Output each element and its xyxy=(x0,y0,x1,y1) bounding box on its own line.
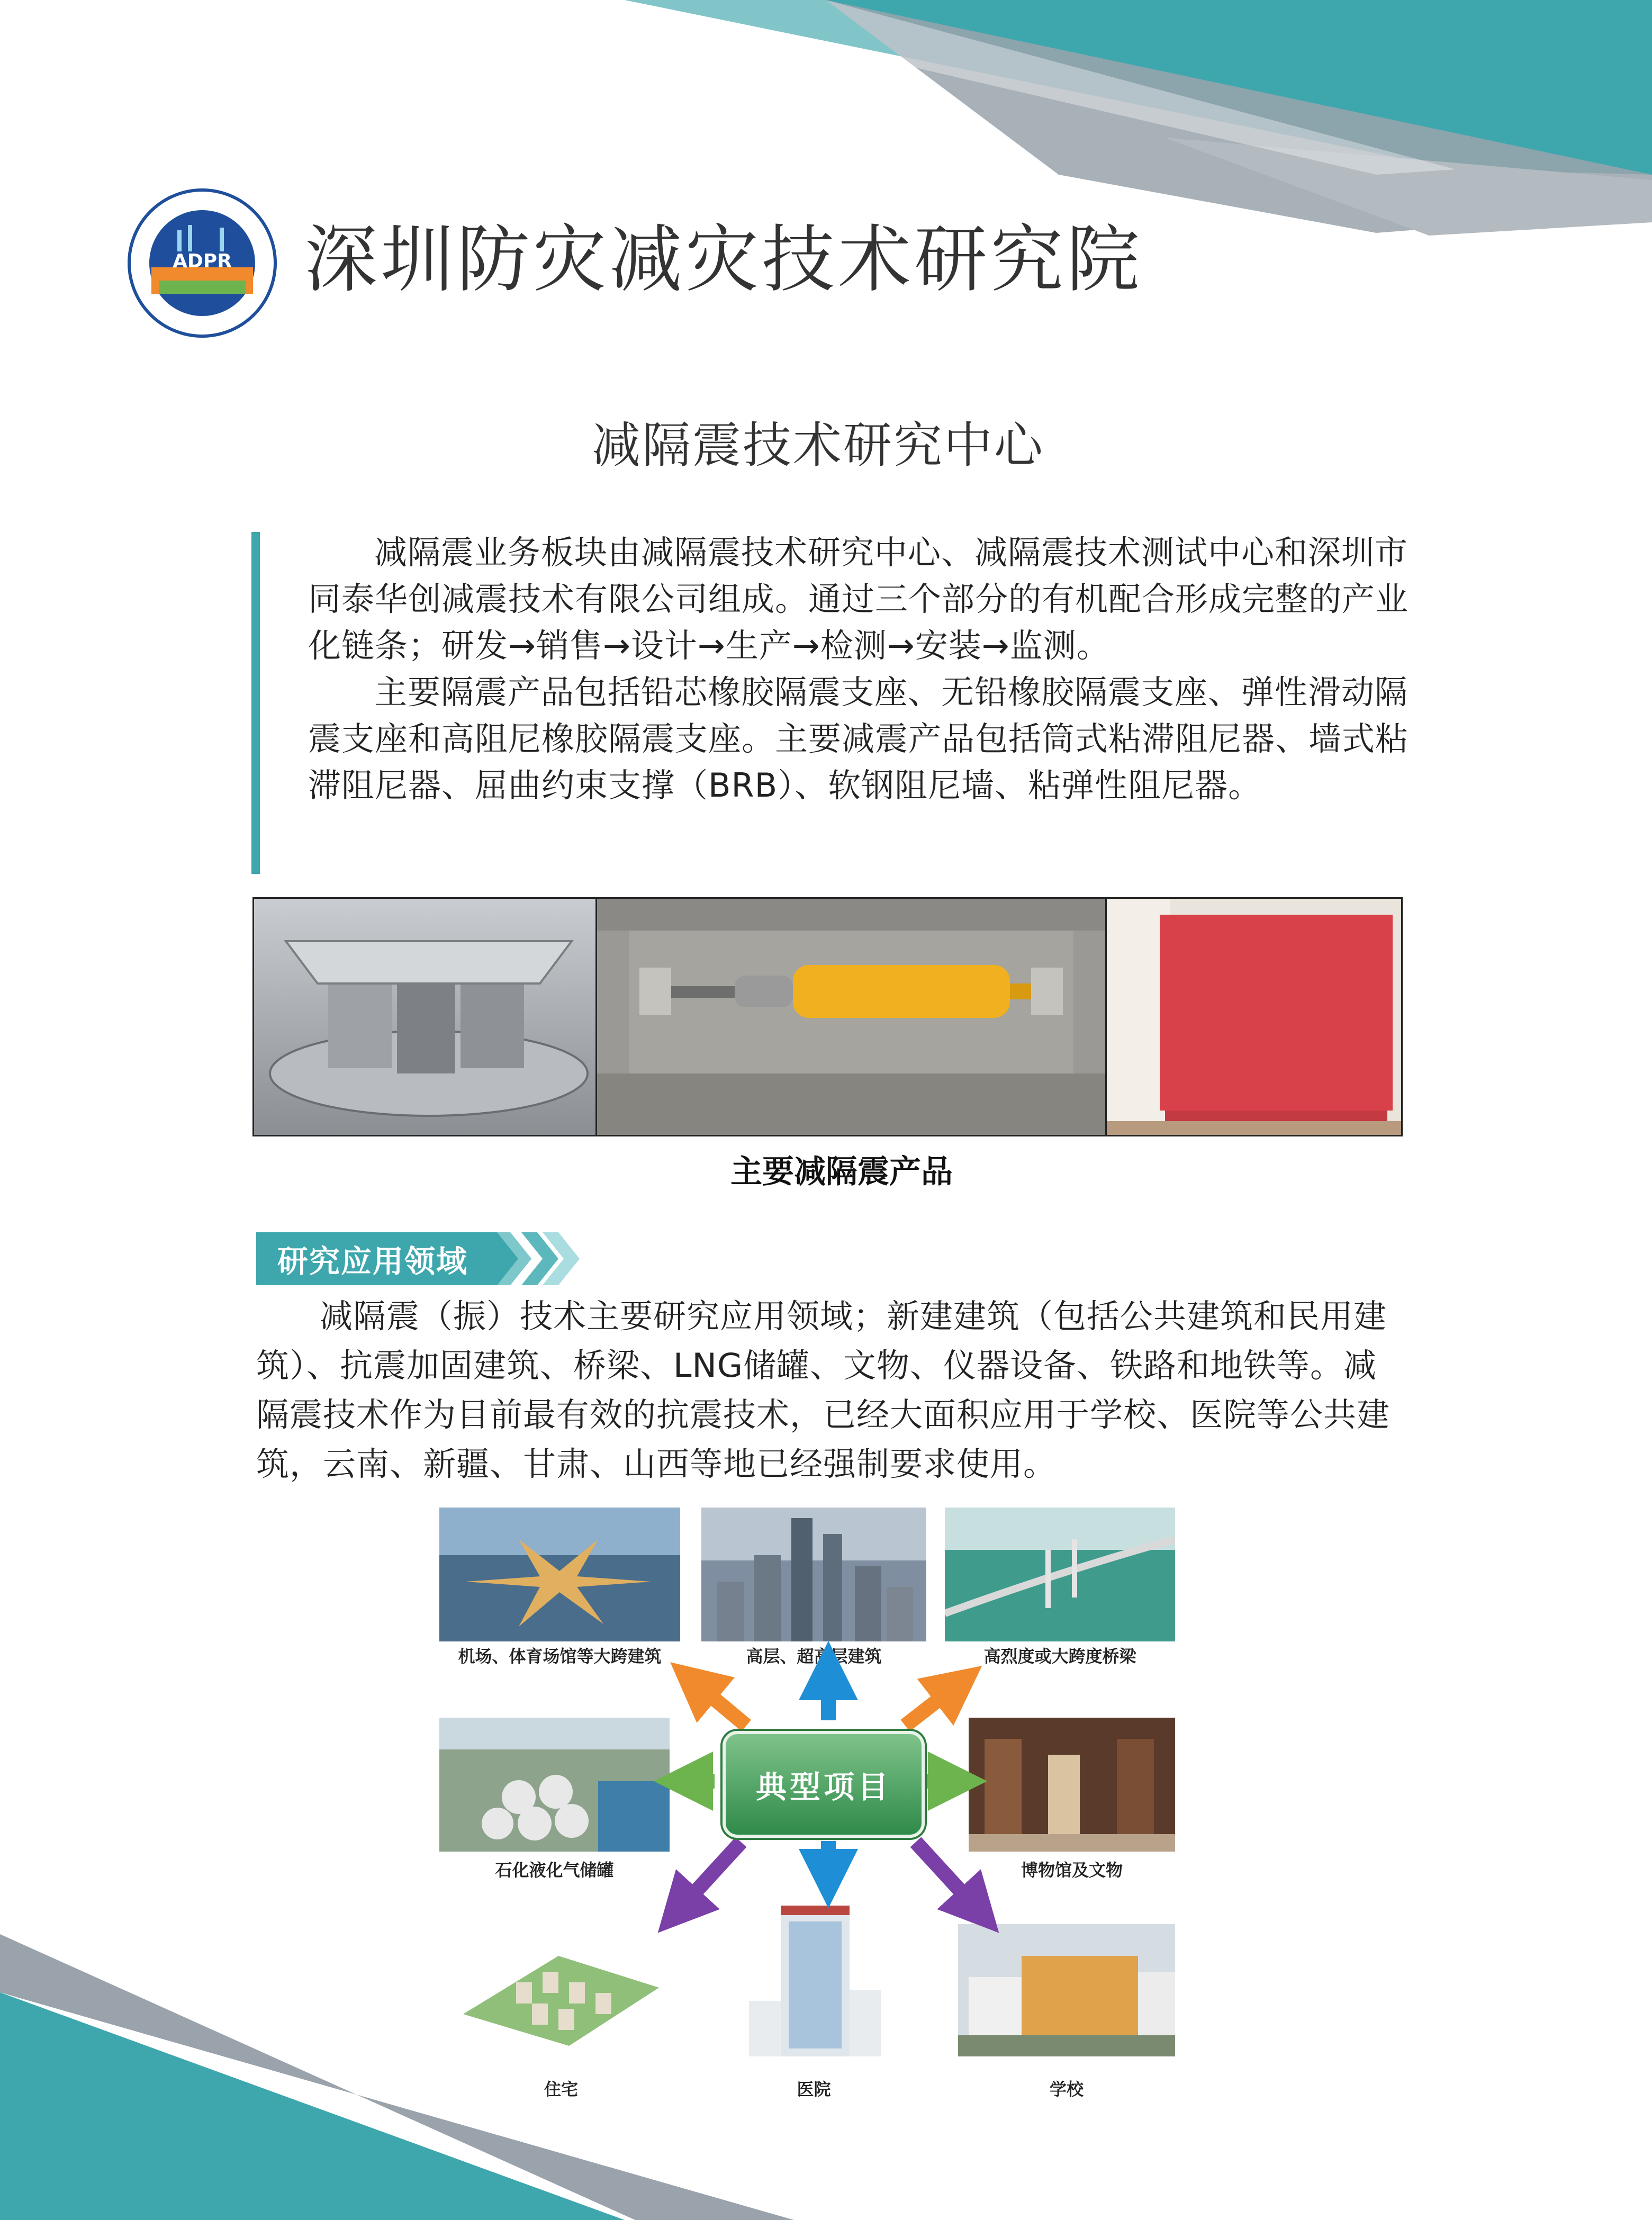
hub-label: 典型项目 xyxy=(755,1769,891,1805)
products-caption: 主要减隔震产品 xyxy=(730,1153,953,1190)
org-name: 深圳防灾减灾技术研究院 xyxy=(304,217,1143,302)
project-label-airport: 机场、体育场馆等大跨建筑 xyxy=(458,1646,662,1666)
logo-text: ADPR xyxy=(173,250,232,272)
project-label-highrise: 高层、超高层建筑 xyxy=(746,1646,882,1666)
arrow-to-residential xyxy=(683,1842,741,1906)
project-label-bridge: 高烈度或大跨度桥梁 xyxy=(983,1646,1136,1666)
hub-box xyxy=(723,1731,925,1838)
arrow-to-airport xyxy=(699,1686,746,1726)
intro-paragraph-1: 减隔震业务板块由减隔震技术研究中心、减隔震技术测试中心和深圳市同泰华创减震技术有限公司组成。通过三个部分的有机配合形成完整的产业化链条；研发→销售→设计→生产→检测→安装→监测。 xyxy=(308,533,1409,665)
project-label-residential: 住宅 xyxy=(544,2079,578,2099)
intro-paragraph-2: 主要隔震产品包括铅芯橡胶隔震支座、无铅橡胶隔震支座、弹性滑动隔震支座和高阻尼橡胶隔震支座。主要减震产品包括筒式粘滞阻尼器、墙式粘滞阻尼器、屈曲约束支撑（BRB）、软钢阻尼墙、粘弹性阻尼器。 xyxy=(308,673,1409,805)
project-label-museum: 博物馆及文物 xyxy=(1021,1860,1123,1880)
project-label-hospital: 医院 xyxy=(797,2079,831,2099)
project-label-lng: 石化液化气储罐 xyxy=(495,1860,614,1880)
research-paragraph: 减隔震（振）技术主要研究应用领域；新建建筑（包括公共建筑和民用建筑）、抗震加固建筑、桥梁、LNG储罐、文物、仪器设备、铁路和地铁等。减隔震技术作为目前最有效的抗震技术，已经大面积应用于学校、医院等公共建筑，云南、新疆、甘肃、山西等地已经强制要求使用。 xyxy=(256,1297,1391,1483)
arrow-to-bridge xyxy=(905,1689,953,1726)
arrow-to-school xyxy=(916,1842,974,1906)
section-heading: 研究应用领域 xyxy=(277,1243,468,1279)
project-label-school: 学校 xyxy=(1049,2079,1084,2099)
center-title: 减隔震技术研究中心 xyxy=(592,417,1045,474)
